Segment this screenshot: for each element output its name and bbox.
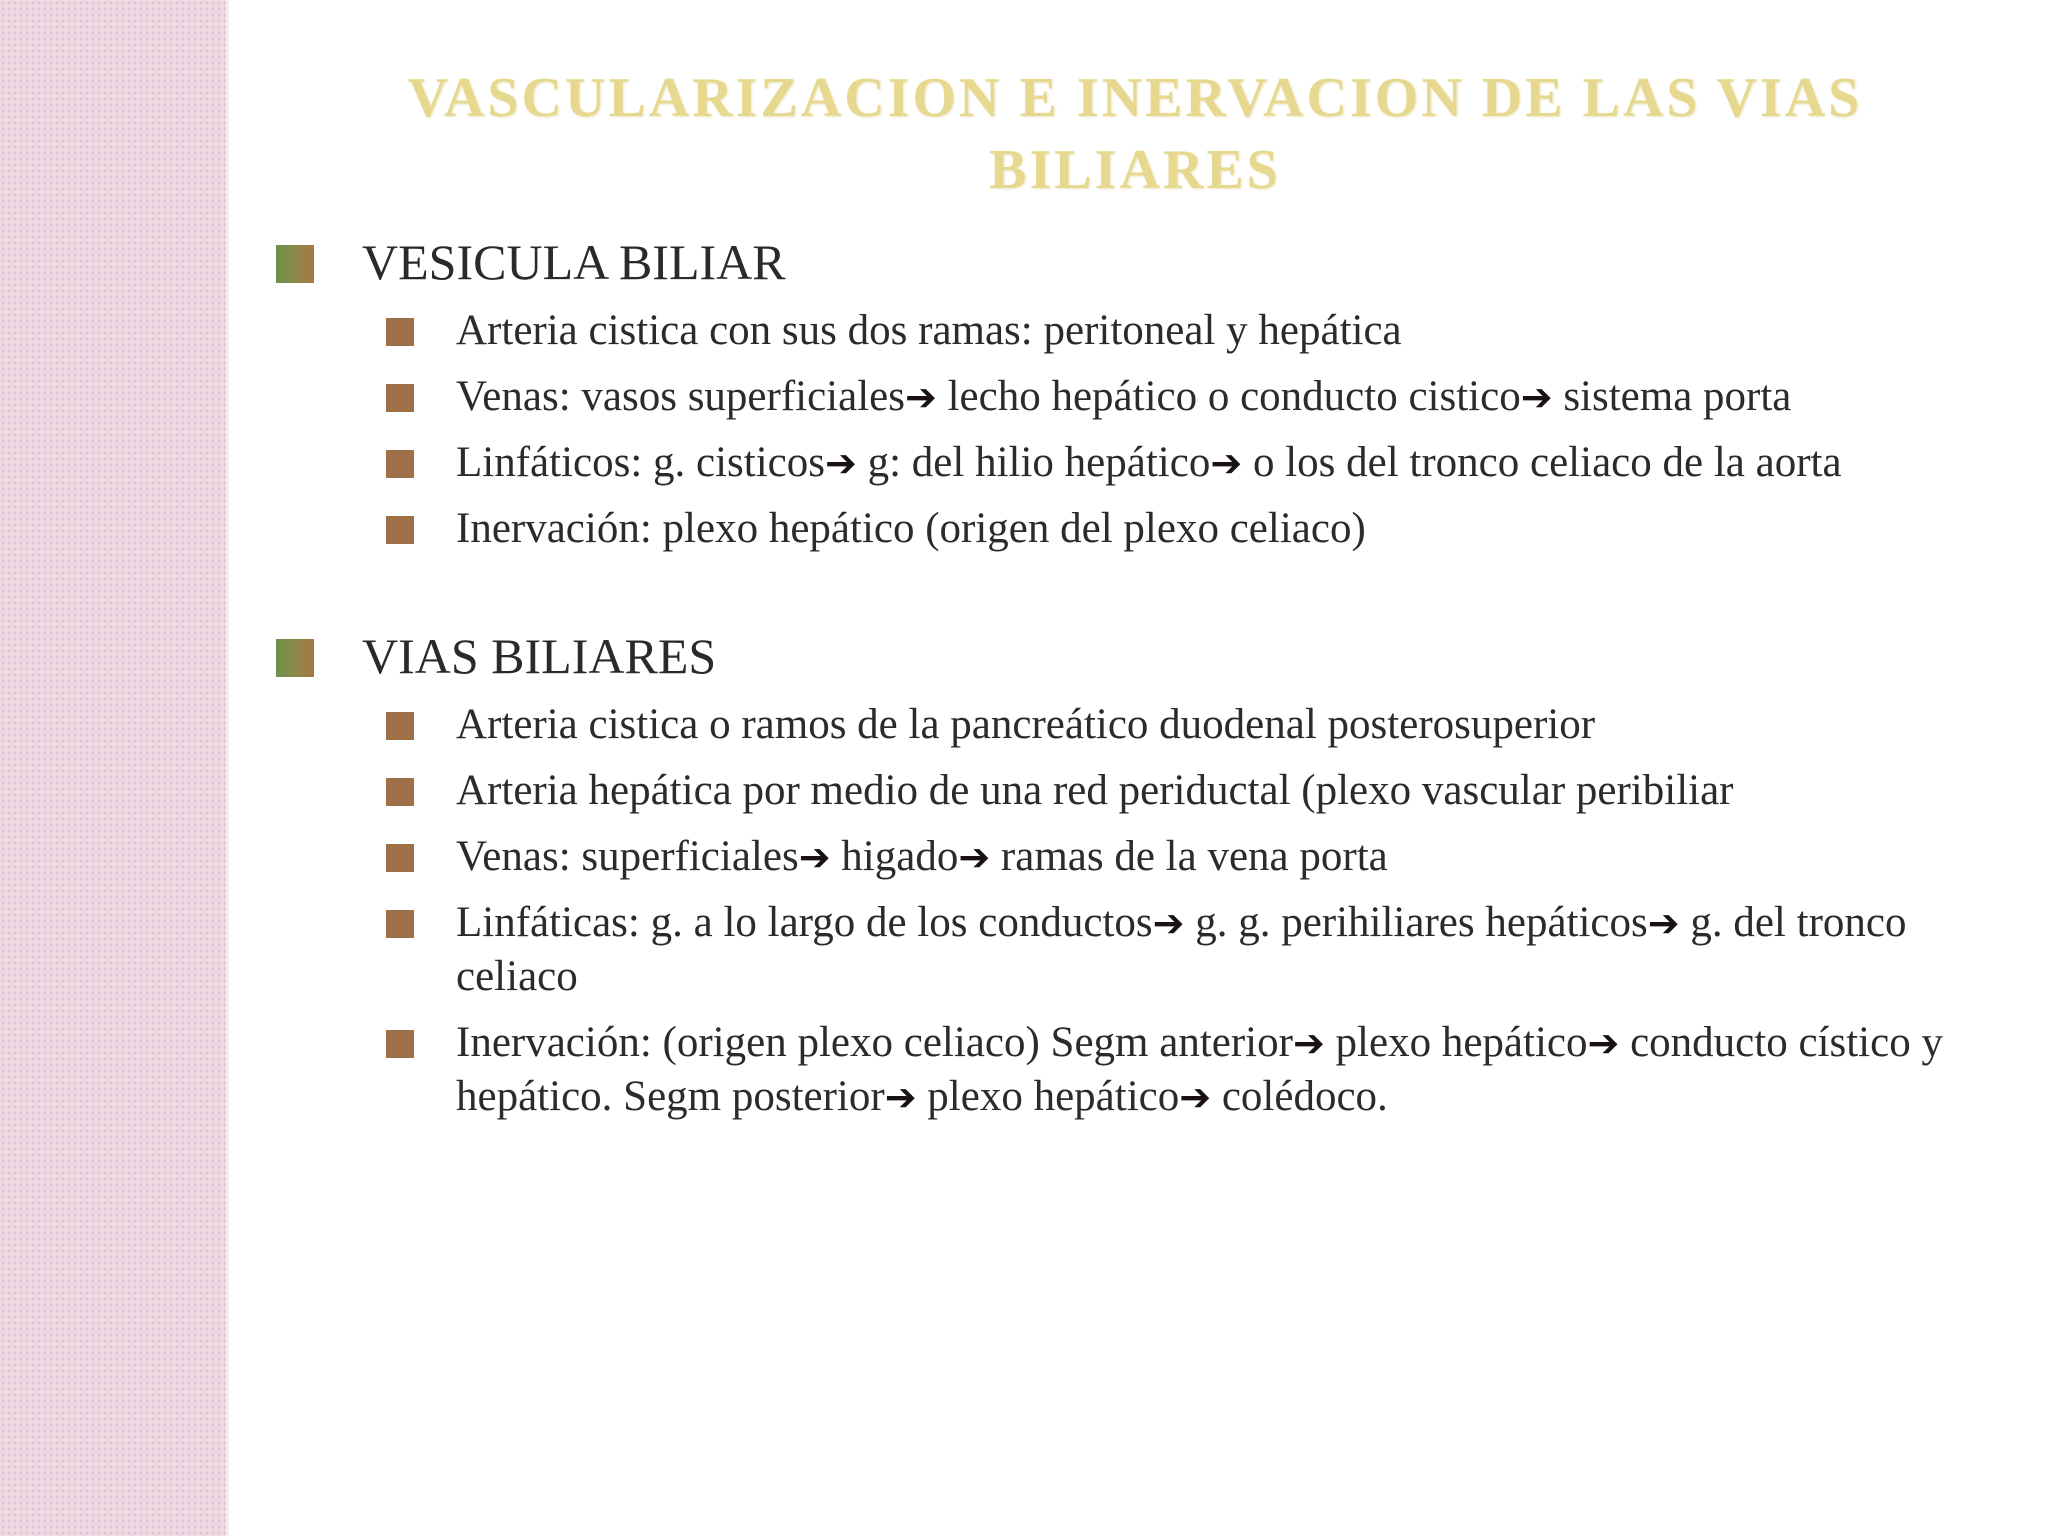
slide-title-line-2: BILIARES — [989, 139, 1281, 201]
list-item — [276, 764, 1996, 818]
list-item — [276, 896, 1996, 1004]
list-item-text: ramas de la vena porta — [990, 833, 1388, 880]
list-item-text: plexo hepático — [1324, 1019, 1588, 1066]
arrow-right-icon: ➔ — [958, 835, 991, 879]
list-item-text: plexo hepático — [916, 1073, 1180, 1120]
bullet-list — [276, 698, 1996, 1124]
list-item — [276, 436, 1996, 490]
list-item-text: lecho hepático o conducto cistico — [936, 373, 1521, 420]
list-item — [276, 698, 1996, 752]
square-bullet-icon — [386, 712, 414, 740]
slide-title — [300, 62, 1970, 206]
list-item-text: g. del tronco celiaco — [456, 899, 1907, 1000]
arrow-right-icon: ➔ — [798, 835, 831, 879]
square-bullet-icon — [386, 1030, 414, 1058]
list-item-text: g: del hilio hepático — [856, 439, 1211, 486]
square-bullet-icon — [386, 384, 414, 412]
slide-title-line-1: VASCULARIZACION E INERVACION DE LAS VIAS — [407, 67, 1863, 129]
slide-content — [276, 226, 1996, 1124]
arrow-right-icon: ➔ — [1520, 375, 1553, 419]
arrow-right-icon: ➔ — [1210, 441, 1243, 485]
square-bullet-icon — [276, 245, 314, 283]
arrow-right-icon: ➔ — [1179, 1075, 1212, 1119]
section-2 — [276, 620, 1996, 1124]
list-item-text: conducto cístico y hepático. Segm posterior — [456, 1019, 1943, 1120]
square-bullet-icon — [386, 844, 414, 872]
section-heading — [276, 620, 1996, 692]
list-item — [276, 1016, 1996, 1124]
square-bullet-icon — [386, 516, 414, 544]
list-item-text: Venas: vasos superficiales — [456, 373, 905, 420]
list-item-text: Inervación: plexo hepático (origen del plexo celiaco) — [456, 505, 1366, 552]
arrow-right-icon: ➔ — [825, 441, 857, 485]
arrow-right-icon: ➔ — [1647, 901, 1680, 945]
bullet-list — [276, 304, 1996, 556]
arrow-right-icon: ➔ — [1292, 1021, 1325, 1065]
list-item — [276, 370, 1996, 424]
list-item-text: colédoco. — [1211, 1073, 1388, 1120]
list-item-text: Arteria cistica con sus dos ramas: peritoneal y hepática — [456, 307, 1402, 354]
list-item-text: Arteria cistica o ramos de la pancreático duodenal posterosuperior — [456, 701, 1596, 748]
list-item-text: o los del tronco celiaco de la aorta — [1242, 439, 1842, 486]
list-item-text: sistema porta — [1552, 373, 1792, 420]
side-panel-edge — [226, 0, 229, 1536]
arrow-right-icon: ➔ — [904, 375, 937, 419]
square-bullet-icon — [386, 318, 414, 346]
arrow-right-icon: ➔ — [1152, 901, 1185, 945]
decorative-side-panel — [0, 0, 226, 1536]
section-heading-text: VIAS BILIARES — [362, 628, 717, 684]
list-item — [276, 502, 1996, 556]
list-item-text: g. g. perihiliares hepáticos — [1184, 899, 1648, 946]
list-item-text: Inervación: (origen plexo celiaco) Segm anterior — [456, 1019, 1293, 1066]
section-heading — [276, 226, 1996, 298]
square-bullet-icon — [386, 778, 414, 806]
arrow-right-icon: ➔ — [1587, 1021, 1620, 1065]
list-item-text: Linfáticas: g. a lo largo de los conductos — [456, 899, 1153, 946]
list-item — [276, 830, 1996, 884]
square-bullet-icon — [386, 450, 414, 478]
list-item-text: Venas: superficiales — [456, 833, 799, 880]
list-item-text: Linfáticos: g. cisticos — [456, 439, 826, 486]
list-item-text: Arteria hepática por medio de una red periductal (plexo vascular peribiliar — [456, 767, 1734, 814]
section-heading-text: VESICULA BILIAR — [362, 234, 786, 290]
square-bullet-icon — [386, 910, 414, 938]
section-1 — [276, 226, 1996, 556]
list-item — [276, 304, 1996, 358]
list-item-text: higado — [830, 833, 959, 880]
arrow-right-icon: ➔ — [884, 1075, 917, 1119]
square-bullet-icon — [276, 639, 314, 677]
